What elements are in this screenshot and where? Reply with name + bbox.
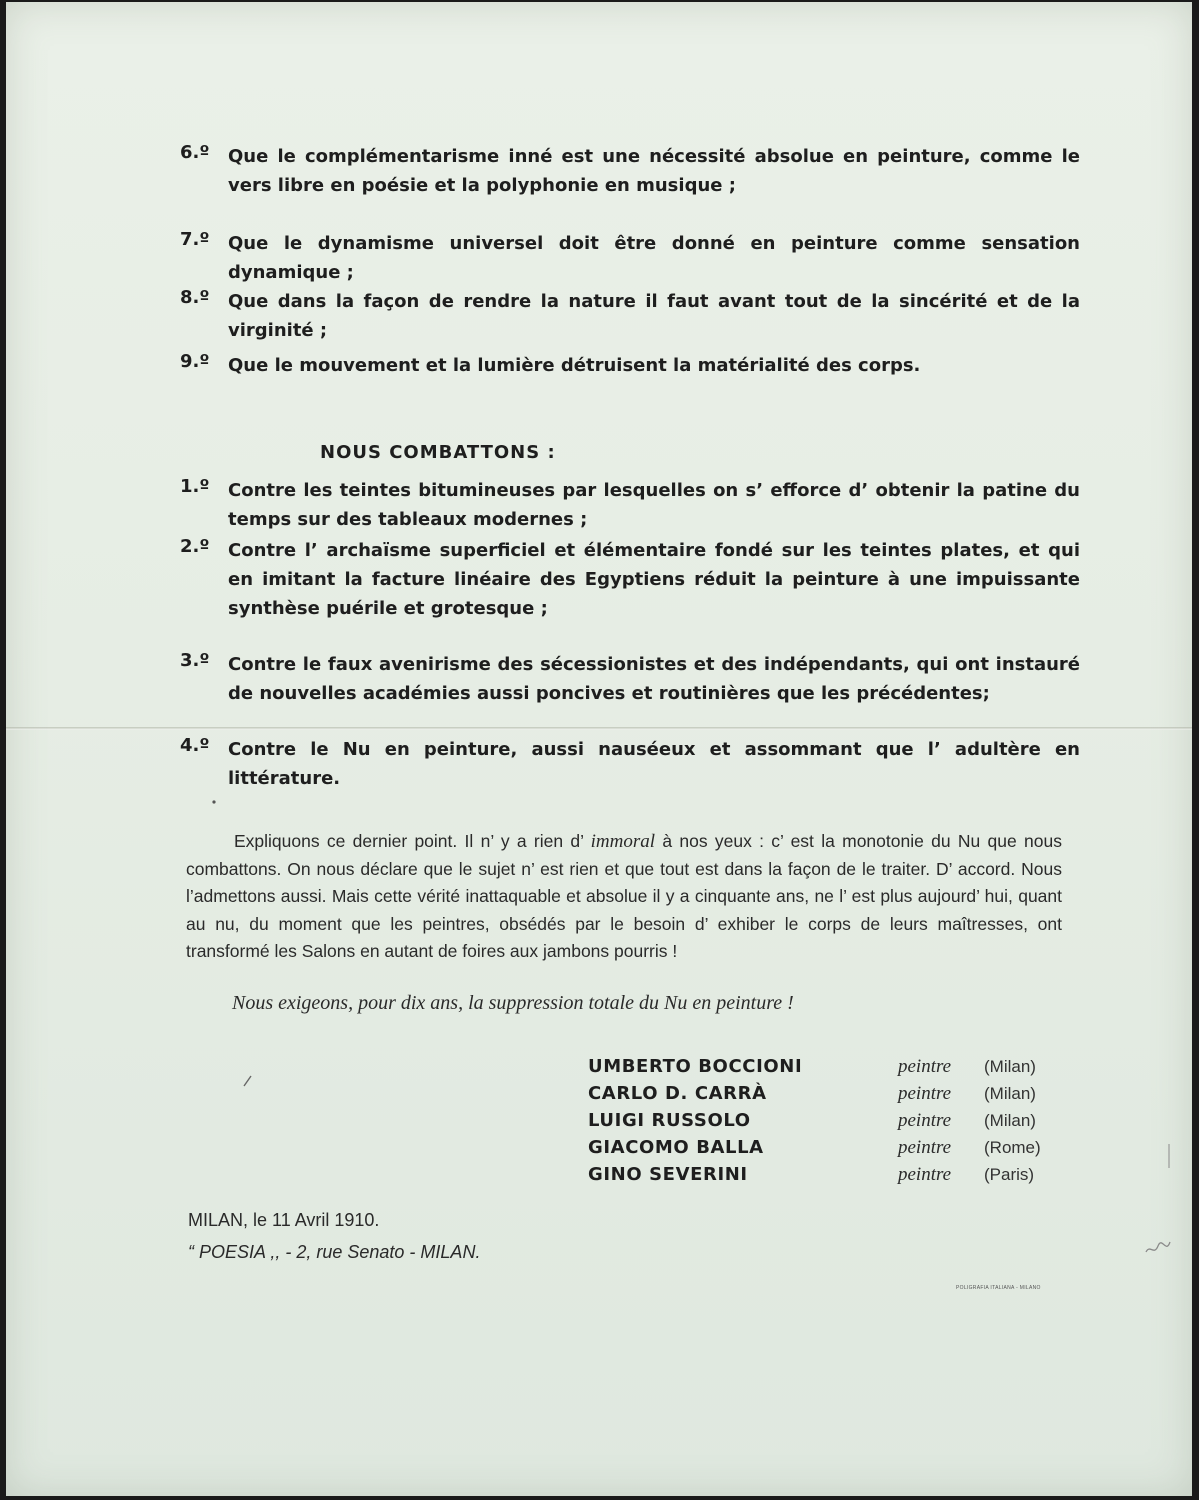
signatory-name: UMBERTO BOCCIONI (588, 1056, 803, 1077)
signatory-role: peintre (898, 1083, 952, 1104)
item-text: Que le complémentarisme inné est une nécessité absolue en peinture, comme le vers libre en poésie et la polyphonie en musique ; (228, 146, 1080, 196)
signatory-role: peintre (898, 1110, 952, 1131)
list-item (180, 229, 1080, 289)
publisher-address: “ POESIA ,, - 2, rue Senato - MILAN. (188, 1242, 481, 1262)
item-text: Contre les teintes bitumineuses par lesquelles on s’ efforce d’ obtenir la patine du temps sur des tableaux modernes ; (228, 480, 1080, 530)
list-item (180, 351, 1080, 411)
list-item (180, 287, 1080, 347)
item-number: 1.º (180, 476, 210, 497)
signatory-name: GIACOMO BALLA (588, 1137, 764, 1158)
item-text: Contre le faux avenirisme des sécessionistes et des indépendants, qui ont instauré de nouvelles académies aussi poncives et routinières que les précédentes; (228, 654, 1080, 704)
signatory-name: GINO SEVERINI (588, 1164, 748, 1185)
printer-imprint: POLIGRAFIA ITALIANA - MILANO (956, 1285, 1041, 1291)
section-heading: NOUS COMBATTONS : (320, 442, 556, 463)
item-number: 7.º (180, 229, 210, 250)
ink-mark-icon (210, 798, 218, 806)
signatory-city: (Milan) (984, 1111, 1036, 1130)
item-text: Que le mouvement et la lumière détruisent la matérialité des corps. (228, 355, 921, 376)
item-number: 4.º (180, 735, 210, 756)
item-number: 8.º (180, 287, 210, 308)
manifesto-page (6, 2, 1192, 1496)
signatory-role: peintre (898, 1056, 952, 1077)
signatory-name: CARLO D. CARRÀ (588, 1083, 767, 1104)
demand-statement: Nous exigeons, pour dix ans, la suppression totale du Nu en peinture ! (232, 992, 794, 1014)
item-number: 9.º (180, 351, 210, 372)
item-text: Que le dynamisme universel doit être donné en peinture comme sensation dynamique ; (228, 233, 1080, 283)
item-text: Contre le Nu en peinture, aussi nauséeux et assommant que l’ adultère en littérature. (228, 739, 1080, 789)
paragraph-start: Expliquons ce dernier point. Il n’ y a rien d’ (234, 831, 591, 851)
item-text: Contre l’ archaïsme superficiel et élémentaire fondé sur les teintes plates, et qui en imitant la facture linéaire des Egyptiens réduit la peinture à une impuissante synthèse puérile et grotesque ; (228, 540, 1080, 619)
signatory-role: peintre (898, 1137, 952, 1158)
list-item (180, 650, 1080, 740)
signatory-role: peintre (898, 1164, 952, 1185)
pencil-line-icon (1166, 1142, 1172, 1170)
signatory-city: (Rome) (984, 1138, 1041, 1157)
signatory-city: (Paris) (984, 1165, 1035, 1184)
signatory-city: (Milan) (984, 1084, 1036, 1103)
paragraph-emphasis: immoral (590, 831, 656, 852)
pencil-scribble-icon (1144, 1234, 1174, 1258)
paragraph-end: à nos yeux : c’ est la monotonie du Nu que nous combattons. On nous déclare que le sujet n’ est rien et que tout est dans la façon de le traiter. D’ accord. Nous l’admettons aussi. Mais cette vérité inattaquable et absolue il y a cinquante ans, ne l’ est plus aujourd’ hui, quant au nu, du moment que les peintres, obsédés par le besoin d’ exhiber le corps de leurs maîtresses, ont transformé les Salons en autant de foires aux jambons pourris ! (186, 831, 1062, 961)
pencil-tick-icon (242, 1074, 254, 1088)
list-item (180, 735, 1080, 795)
item-number: 2.º (180, 536, 210, 557)
list-item (180, 536, 1080, 656)
signatory-city: (Milan) (984, 1057, 1036, 1076)
date-line: MILAN, le 11 Avril 1910. (188, 1210, 380, 1230)
item-number: 3.º (180, 650, 210, 671)
explanation-paragraph (186, 828, 1062, 966)
list-item (180, 476, 1080, 536)
item-text: Que dans la façon de rendre la nature il faut avant tout de la sincérité et de la virginité ; (228, 291, 1080, 341)
signatory-name: LUIGI RUSSOLO (588, 1110, 751, 1131)
item-number: 6.º (180, 142, 210, 163)
list-item (180, 142, 1080, 232)
